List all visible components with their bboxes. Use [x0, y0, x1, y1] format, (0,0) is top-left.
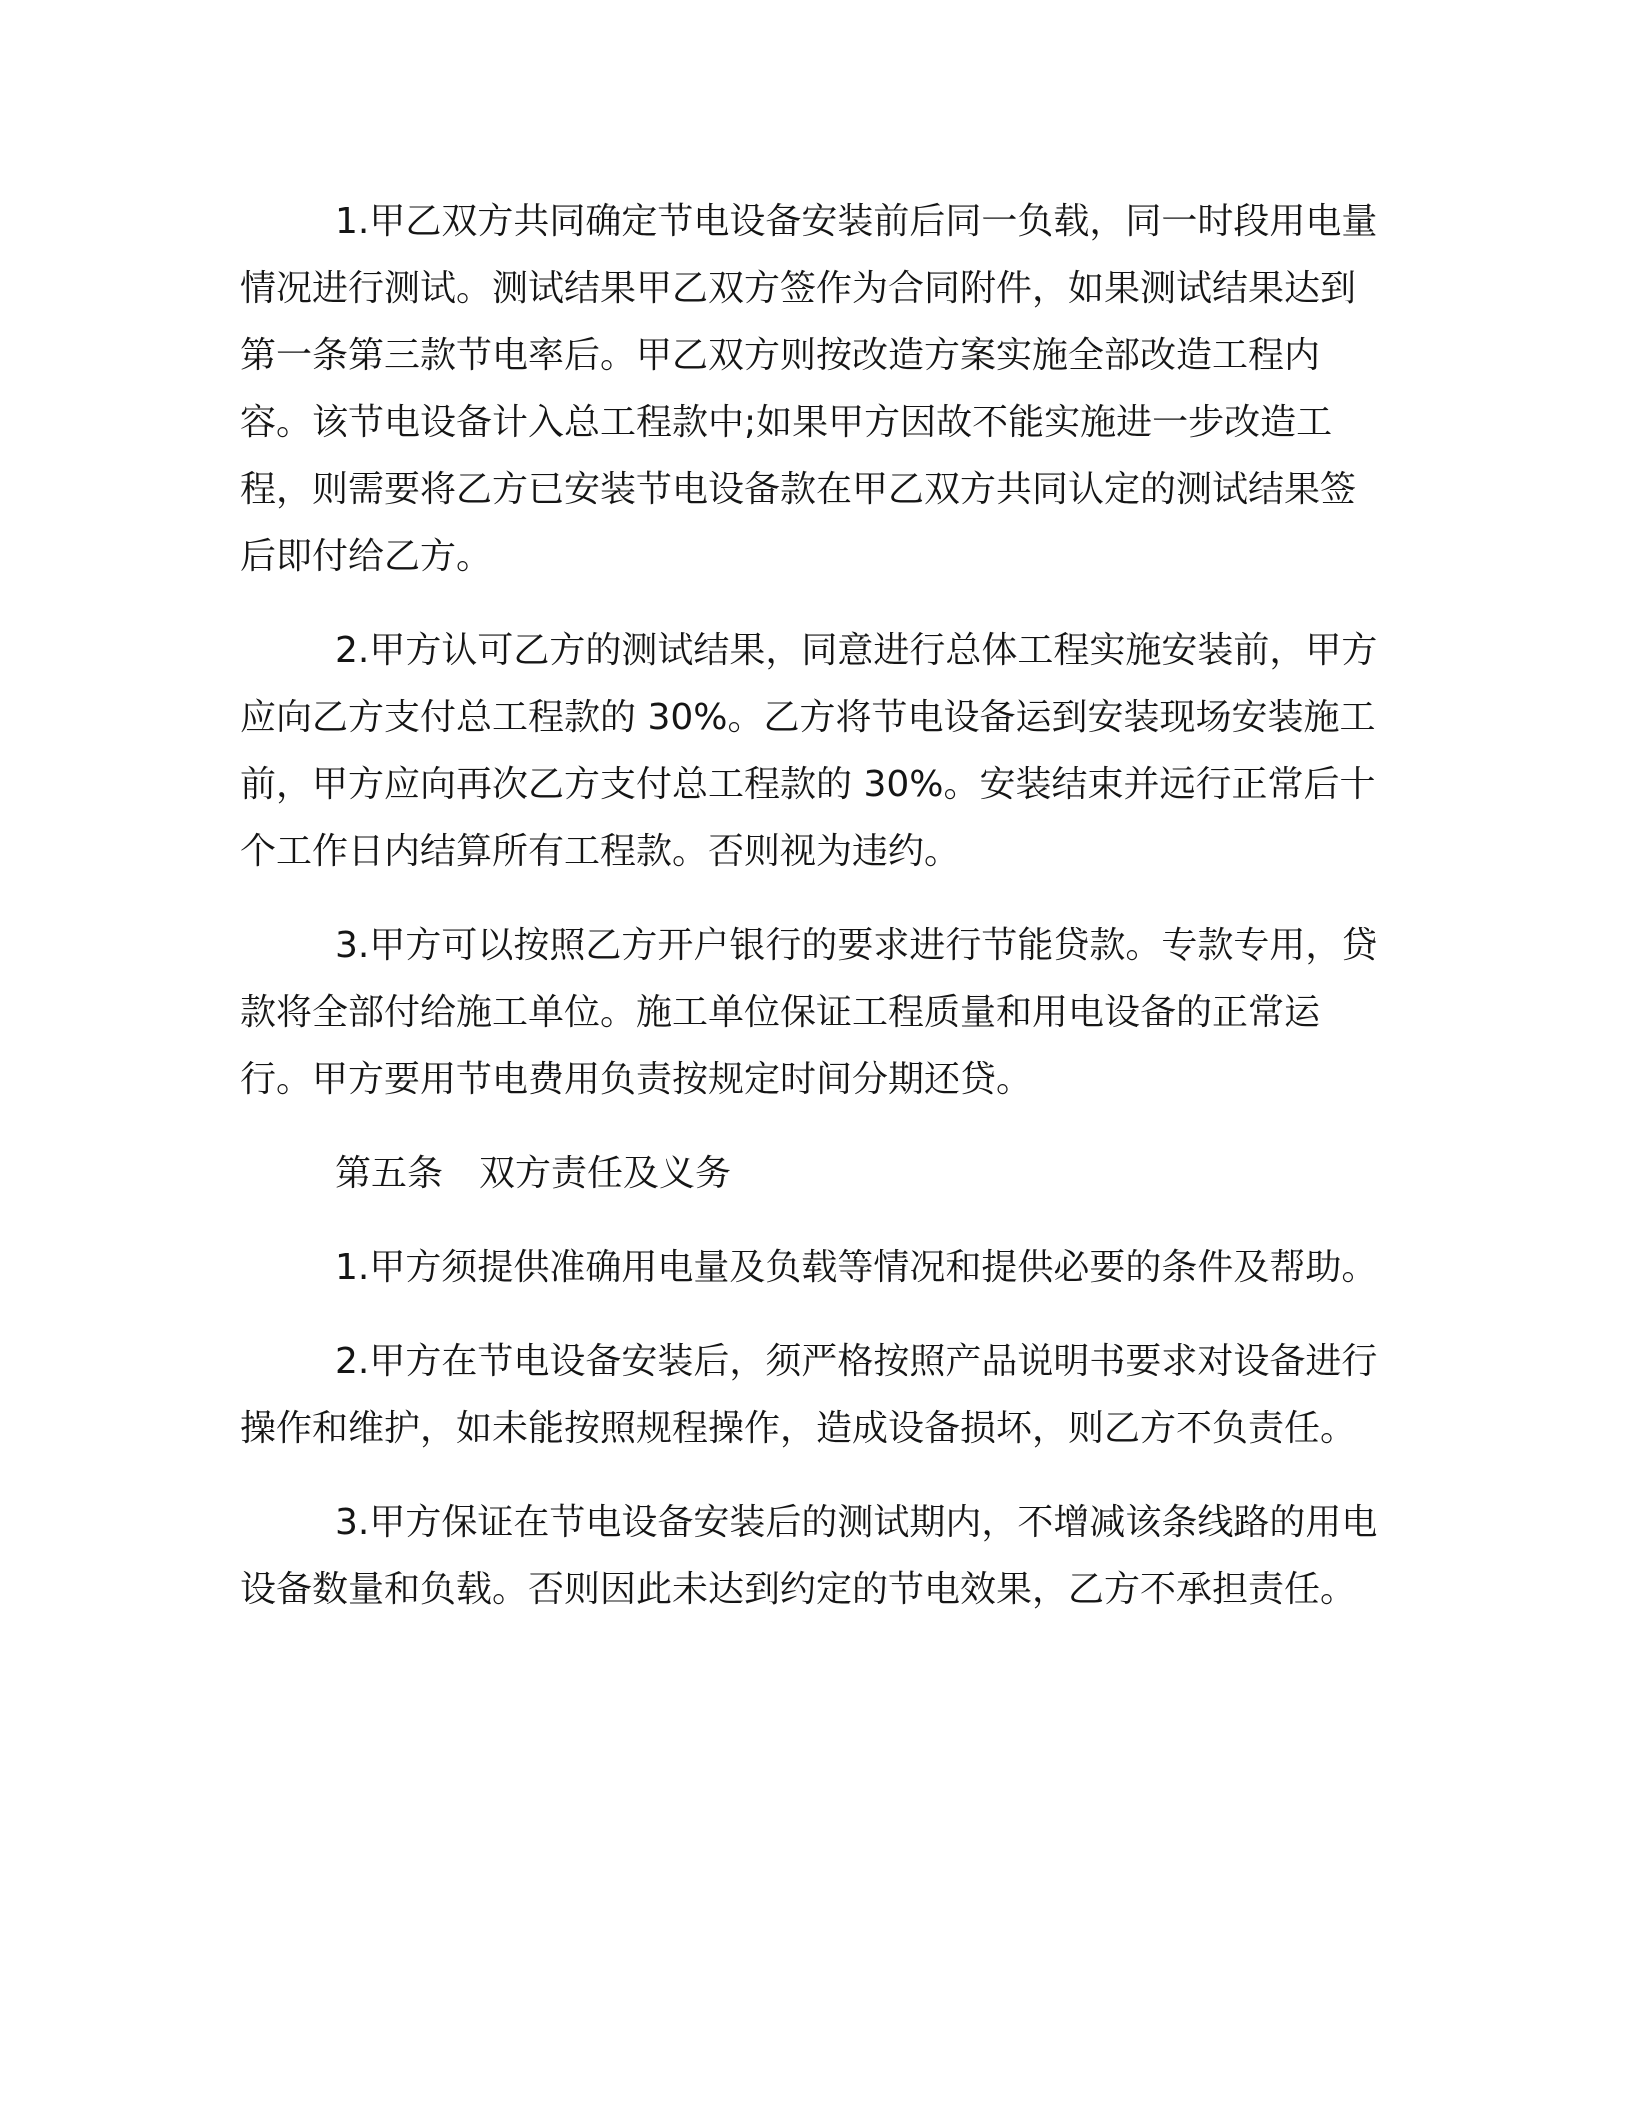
paragraph-payment-schedule: 2.甲方认可乙方的测试结果，同意进行总体工程实施安装前，甲方应向乙方支付总工程款的 30%。乙方将节电设备运到安装现场安装施工前，甲方应向再次乙方支付总工程款的 30%。安装结束并远行正常后十个工作日内结算所有工程款。否则视为违约。 — [240, 630, 1378, 872]
document-body — [240, 188, 1385, 1650]
paragraph-duty-provide-info: 1.甲方须提供准确用电量及负载等情况和提供必要的条件及帮助。 — [335, 1247, 1378, 1288]
paragraph-energy-loan: 3.甲方可以按照乙方开户银行的要求进行节能贷款。专款专用，贷款将全部付给施工单位。施工单位保证工程质量和用电设备的正常运行。甲方要用节电费用负责按规定时间分期还贷。 — [240, 925, 1378, 1100]
paragraph-payment-testing: 1.甲乙双方共同确定节电设备安装前后同一负载，同一时段用电量情况进行测试。测试结果甲乙双方签作为合同附件，如果测试结果达到第一条第三款节电率后。甲乙双方则按改造方案实施全部改造工程内容。该节电设备计入总工程款中;如果甲方因故不能实施进一步改造工程，则需要将乙方已安装节电设备款在甲乙双方共同认定的测试结果签后即付给乙方。 — [240, 201, 1378, 577]
paragraph-duty-load: 3.甲方保证在节电设备安装后的测试期内，不增减该条线路的用电设备数量和负载。否则因此未达到约定的节电效果，乙方不承担责任。 — [240, 1502, 1378, 1610]
paragraph-duty-operation: 2.甲方在节电设备安装后，须严格按照产品说明书要求对设备进行操作和维护，如未能按照规程操作，造成设备损坏，则乙方不负责任。 — [240, 1341, 1378, 1449]
section-heading: 第五条 双方责任及义务 — [335, 1153, 732, 1194]
